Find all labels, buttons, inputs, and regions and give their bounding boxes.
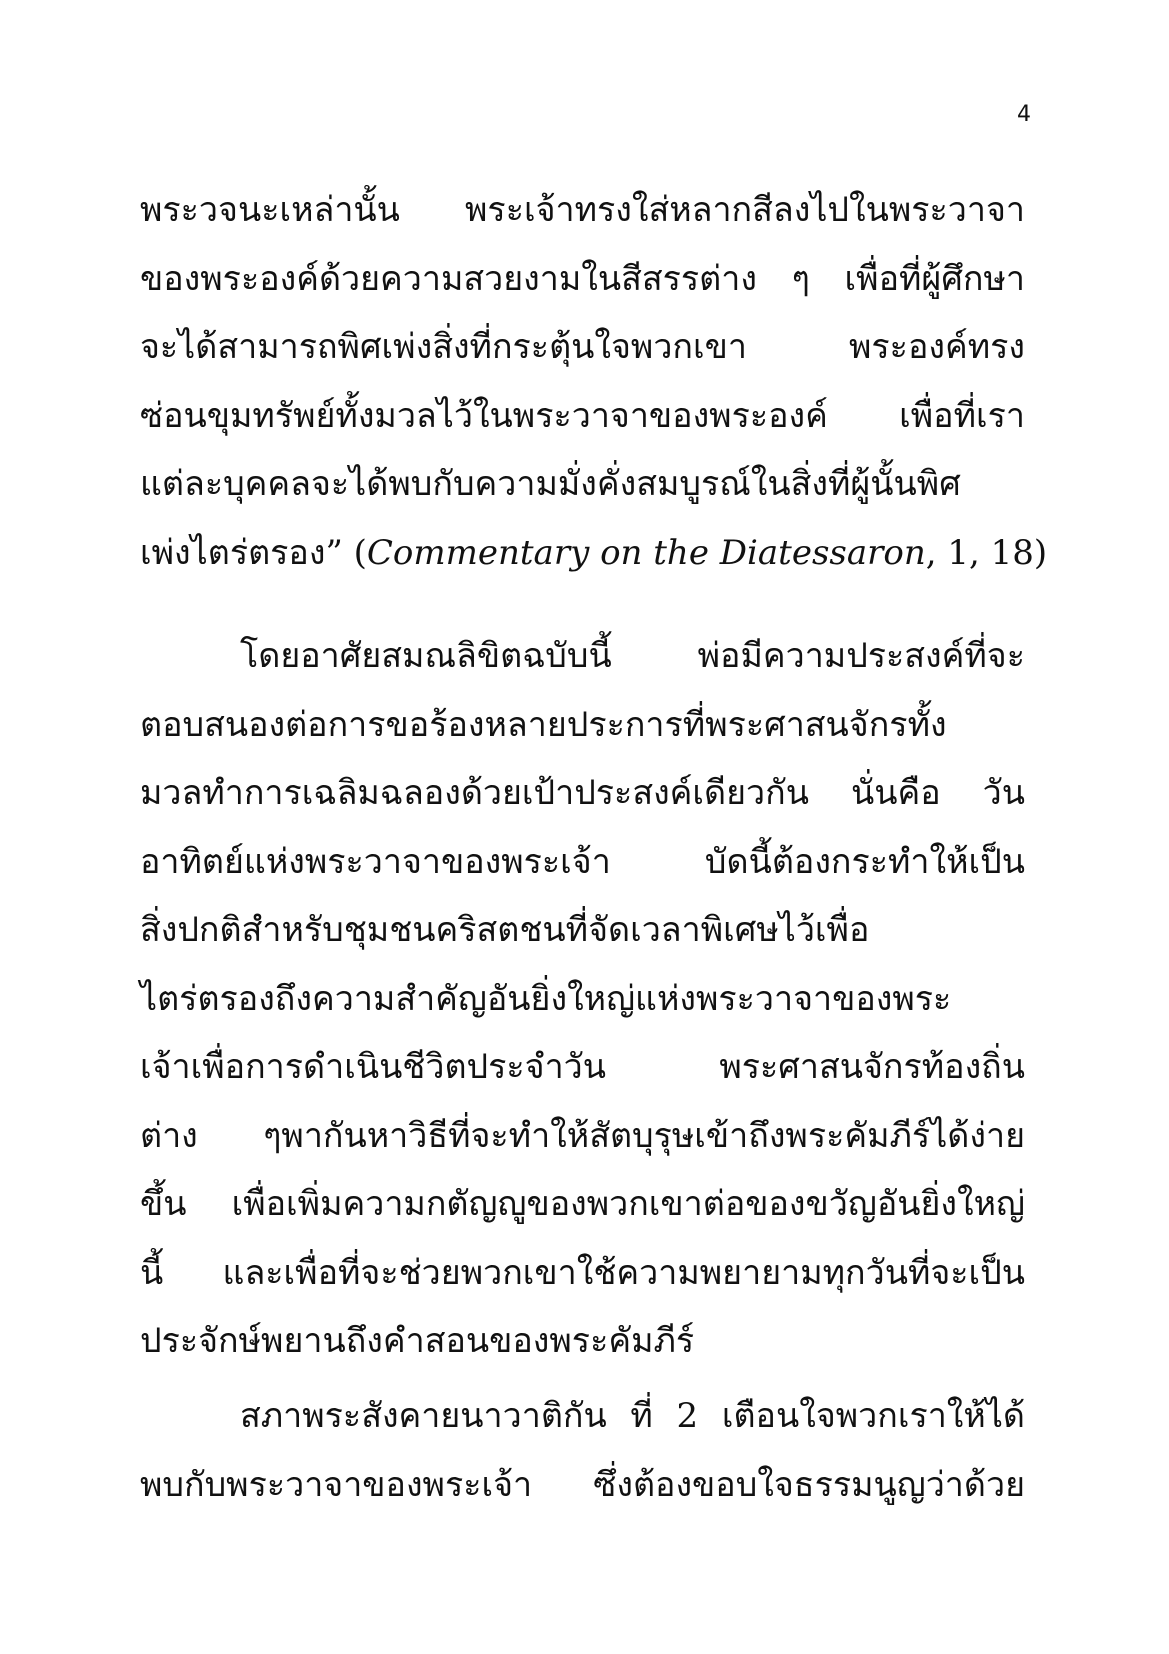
text-line: อาทิตย์แห่งพระวาจาของพระเจ้า บัดนี้ต้องกระทำให้เป็น xyxy=(140,841,1025,882)
paragraph-1 xyxy=(140,176,1048,587)
text-line: ไตร่ตรองถึงความสำคัญอันยิ่งใหญ่แห่งพระวาจาของพระ xyxy=(140,978,952,1019)
text-line: จะได้สามารถพิศเพ่งสิ่งที่กระตุ้นใจพวกเขา พระองค์ทรง xyxy=(140,327,1025,367)
paragraph-3 xyxy=(140,1382,1025,1519)
citation-line xyxy=(140,519,1048,588)
page-number: 4 xyxy=(1017,102,1031,127)
paragraph-2 xyxy=(140,622,1025,1376)
citation-lead-text: เพ่งไตร่ตรอง” ( xyxy=(140,532,367,573)
text-line: ตอบสนองต่อการขอร้องหลายประการที่พระศาสนจักรทั้ง xyxy=(140,704,947,745)
text-line: เจ้าเพื่อการดำเนินชีวิตประจำวัน พระศาสนจักรท้องถิ่น xyxy=(140,1047,1025,1087)
citation-reference: , 1, 18) xyxy=(925,532,1048,573)
text-line: ซ่อนขุมทรัพย์ทั้งมวลไว้ในพระวาจาของพระองค์ เพื่อที่เรา xyxy=(140,395,1025,436)
text-line: ขึ้น เพื่อเพิ่มความกตัญญูของพวกเขาต่อของขวัญอันยิ่งใหญ่ xyxy=(140,1184,1025,1224)
text-line: นี้ และเพื่อที่จะช่วยพวกเขาใช้ความพยายามทุกวันที่จะเป็น xyxy=(140,1252,1025,1293)
text-line: พระวจนะเหล่านั้น พระเจ้าทรงใส่หลากสีลงไปในพระวาจา xyxy=(140,190,1025,230)
text-line: พบกับพระวาจาของพระเจ้า ซึ่งต้องขอบใจธรรมนูญว่าด้วย xyxy=(140,1464,1025,1505)
text-line-indented: สภาพระสังคายนาวาติกัน ที่ 2 เตือนใจพวกเราให้ได้ xyxy=(240,1396,1025,1436)
text-line: ต่าง ๆพากันหาวิธีที่จะทำให้สัตบุรุษเข้าถึงพระคัมภีร์ได้ง่าย xyxy=(140,1115,1025,1156)
text-line: แต่ละบุคคลจะได้พบกับความมั่งคั่งสมบูรณ์ในสิ่งที่ผู้นั้นพิศ xyxy=(140,464,961,504)
citation-work-title: Commentary on the Diatessaron xyxy=(366,532,926,573)
text-line-indented: โดยอาศัยสมณลิขิตฉบับนี้ พ่อมีความประสงค์ที่จะ xyxy=(240,636,1025,676)
text-line: ของพระองค์ด้วยความสวยงามในสีสรรต่าง ๆ เพื่อที่ผู้ศึกษา xyxy=(140,258,1025,299)
text-line: ประจักษ์พยานถึงคำสอนของพระคัมภีร์ xyxy=(140,1321,695,1361)
text-line: มวลทำการเฉลิมฉลองด้วยเป้าประสงค์เดียวกัน นั่นคือ วัน xyxy=(140,773,1025,813)
text-line: สิ่งปกติสำหรับชุมชนคริสตชนที่จัดเวลาพิเศษไว้เพื่อ xyxy=(140,910,870,950)
